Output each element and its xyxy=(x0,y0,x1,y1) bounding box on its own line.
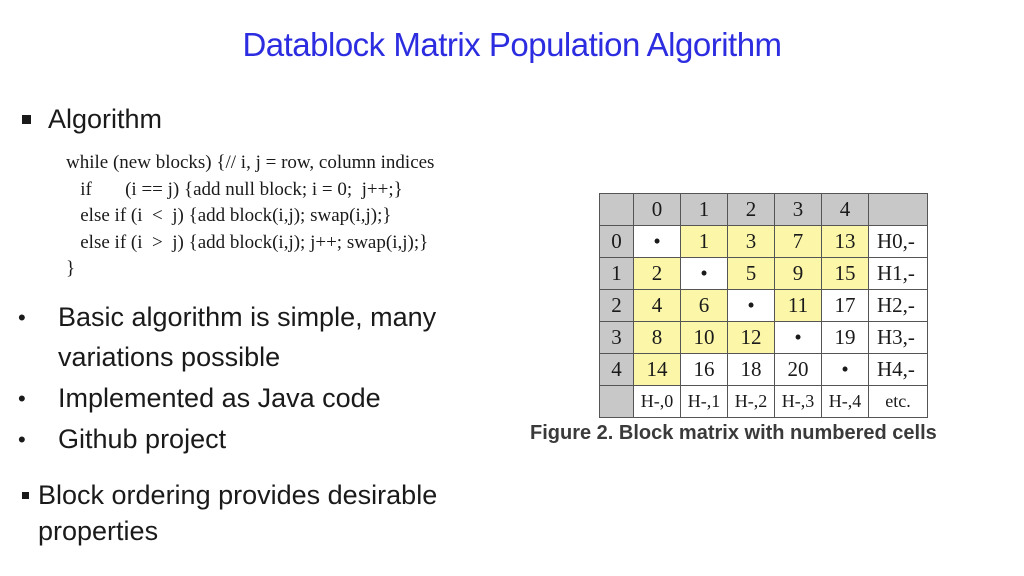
bullet-text: Github project xyxy=(58,424,227,454)
bullet-text: Implemented as Java code xyxy=(58,383,381,413)
matrix-cell: 15 xyxy=(822,258,869,290)
matrix-cell: H2,- xyxy=(869,290,928,322)
matrix-cell: 19 xyxy=(822,322,869,354)
matrix-cell: • xyxy=(681,258,728,290)
matrix-cell: H3,- xyxy=(869,322,928,354)
matrix-cell: 10 xyxy=(681,322,728,354)
bullet-text: Basic algorithm is simple, many xyxy=(58,302,437,332)
square-bullet-icon xyxy=(22,492,29,499)
matrix-column-header: 0 xyxy=(634,194,681,226)
matrix-row-header: 2 xyxy=(600,290,634,322)
matrix-cell: 13 xyxy=(822,226,869,258)
last-point-text: Block ordering provides desirable xyxy=(38,480,438,510)
matrix-row-header: 4 xyxy=(600,354,634,386)
matrix-row-header: 0 xyxy=(600,226,634,258)
bullet-text-continued: variations possible xyxy=(58,342,281,372)
matrix-cell: 16 xyxy=(681,354,728,386)
matrix-column-header: 1 xyxy=(681,194,728,226)
code-block xyxy=(66,150,434,283)
block-matrix-table xyxy=(599,193,928,418)
matrix-cell: 11 xyxy=(775,290,822,322)
matrix-cell: H1,- xyxy=(869,258,928,290)
matrix-cell: 3 xyxy=(728,226,775,258)
matrix-cell: 12 xyxy=(728,322,775,354)
matrix-cell: 6 xyxy=(681,290,728,322)
algorithm-heading: Algorithm xyxy=(48,104,163,134)
matrix-row-header: 1 xyxy=(600,258,634,290)
code-line: } xyxy=(66,258,76,279)
matrix-cell: H-,0 xyxy=(634,386,681,418)
slide-title: Datablock Matrix Population Algorithm xyxy=(242,26,782,63)
bullet-dot-icon: • xyxy=(18,305,26,330)
matrix-cell: • xyxy=(728,290,775,322)
matrix-cell: • xyxy=(634,226,681,258)
matrix-column-header xyxy=(869,194,928,226)
matrix-column-header: 4 xyxy=(822,194,869,226)
figure-caption: Figure 2. Block matrix with numbered cells xyxy=(530,422,937,444)
code-line: else if (i > j) {add block(i,j); j++; swap(i,j);} xyxy=(66,231,429,253)
matrix-cell: 2 xyxy=(634,258,681,290)
matrix-cell: • xyxy=(775,322,822,354)
matrix-cell: H-,3 xyxy=(775,386,822,418)
matrix-cell: 8 xyxy=(634,322,681,354)
matrix-cell: 18 xyxy=(728,354,775,386)
matrix-cell: 7 xyxy=(775,226,822,258)
matrix-cell: 5 xyxy=(728,258,775,290)
matrix-column-header: 3 xyxy=(775,194,822,226)
matrix-cell: 4 xyxy=(634,290,681,322)
matrix-cell: 20 xyxy=(775,354,822,386)
matrix-cell: H-,1 xyxy=(681,386,728,418)
bullet-dot-icon: • xyxy=(18,427,26,452)
matrix-cell: 17 xyxy=(822,290,869,322)
square-bullet-icon xyxy=(22,115,31,124)
code-line: else if (i < j) {add block(i,j); swap(i,j);} xyxy=(66,205,392,226)
code-line: while (new blocks) {// i, j = row, column indices xyxy=(66,152,435,173)
matrix-cell: H4,- xyxy=(869,354,928,386)
matrix-column-header: 2 xyxy=(728,194,775,226)
matrix-cell: 14 xyxy=(634,354,681,386)
matrix-cell: H-,4 xyxy=(822,386,869,418)
matrix-cell: 9 xyxy=(775,258,822,290)
matrix-cell: • xyxy=(822,354,869,386)
matrix-cell: H0,- xyxy=(869,226,928,258)
bullet-dot-icon: • xyxy=(18,386,26,411)
matrix-cell: etc. xyxy=(869,386,928,418)
code-line: if (i == j) {add null block; i = 0; j++;} xyxy=(66,178,403,200)
matrix-corner xyxy=(600,194,634,226)
last-point-text-continued: properties xyxy=(38,516,159,546)
matrix-cell: H-,2 xyxy=(728,386,775,418)
block-matrix-figure xyxy=(599,193,928,418)
matrix-cell: 1 xyxy=(681,226,728,258)
matrix-row-header xyxy=(600,386,634,418)
matrix-row-header: 3 xyxy=(600,322,634,354)
